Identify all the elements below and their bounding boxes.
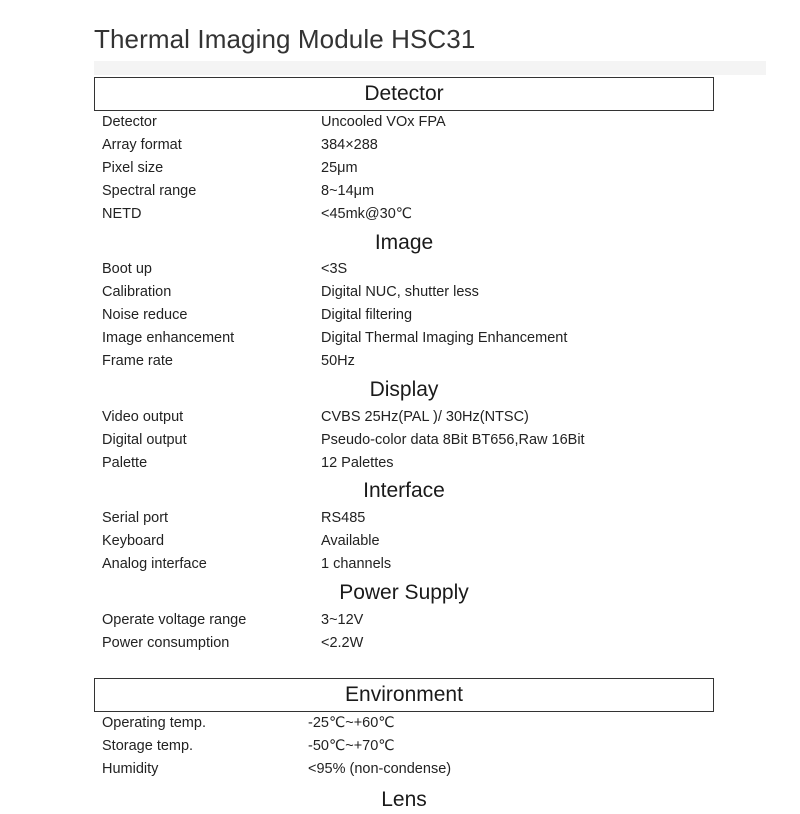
spec-value: 384×288 — [321, 137, 378, 153]
spec-label: Operate voltage range — [102, 612, 247, 628]
spec-value: Digital Thermal Imaging Enhancement — [321, 330, 568, 346]
section-heading-lens: Lens — [381, 788, 427, 811]
spec-value: 3~12V — [321, 612, 364, 628]
spec-row — [102, 553, 722, 576]
spec-row — [102, 712, 722, 735]
spec-label: Calibration — [102, 284, 172, 300]
spec-label: Palette — [102, 455, 148, 471]
spec-value: <95% (non-condense) — [308, 761, 452, 777]
spec-row — [102, 735, 722, 758]
spec-value: Pseudo-color data 8Bit BT656,Raw 16Bit — [321, 432, 585, 448]
spec-row — [102, 327, 722, 350]
page-title: Thermal Imaging Module HSC31 — [94, 24, 476, 54]
spec-value: <45mk@30℃ — [321, 206, 413, 222]
spec-row — [102, 530, 722, 553]
spec-value: RS485 — [321, 510, 366, 526]
spec-value: 1 channels — [321, 556, 392, 572]
spec-row — [102, 157, 722, 180]
spec-row — [102, 350, 722, 373]
spec-label: Spectral range — [102, 183, 197, 199]
spec-label: Storage temp. — [102, 738, 194, 754]
spec-row — [102, 406, 722, 429]
spec-value: CVBS 25Hz(PAL )/ 30Hz(NTSC) — [321, 409, 529, 425]
spec-value: -50℃~+70℃ — [308, 738, 395, 754]
header-divider-band — [94, 61, 766, 75]
spec-label: Array format — [102, 137, 182, 153]
section-heading-image: Image — [374, 231, 434, 254]
section-heading-detector: Detector — [94, 77, 714, 111]
spec-row — [102, 203, 722, 226]
spec-value: 8~14μm — [321, 183, 375, 199]
section-heading-interface: Interface — [363, 479, 445, 502]
spec-value: 12 Palettes — [321, 455, 394, 471]
spec-row — [102, 281, 722, 304]
spec-row — [102, 758, 722, 781]
spec-row — [102, 609, 722, 632]
spec-value: <2.2W — [321, 635, 364, 651]
spec-label: Pixel size — [102, 160, 164, 176]
spec-label: Humidity — [102, 761, 159, 777]
section-heading-power-supply: Power Supply — [339, 581, 469, 604]
spec-label: Image enhancement — [102, 330, 235, 346]
spec-label: Boot up — [102, 261, 152, 277]
spec-value: Available — [321, 533, 380, 549]
spec-row — [102, 507, 722, 530]
section-heading-display: Display — [369, 378, 439, 401]
spec-value: 50Hz — [321, 353, 355, 369]
spec-row — [102, 304, 722, 327]
spec-label: Power consumption — [102, 635, 230, 651]
spec-row — [102, 134, 722, 157]
spec-label: Video output — [102, 409, 184, 425]
spec-label: Noise reduce — [102, 307, 188, 323]
spec-value: -25℃~+60℃ — [308, 715, 395, 731]
spec-value: Digital NUC, shutter less — [321, 284, 479, 300]
spec-label: Serial port — [102, 510, 169, 526]
spec-value: Digital filtering — [321, 307, 413, 323]
spec-label: NETD — [102, 206, 142, 222]
spec-row — [102, 180, 722, 203]
spec-label: Operating temp. — [102, 715, 206, 731]
spec-value: <3S — [321, 261, 348, 277]
spec-value: 25μm — [321, 160, 358, 176]
spec-row — [102, 632, 722, 655]
spec-row — [102, 258, 722, 281]
spec-label: Keyboard — [102, 533, 165, 549]
spec-row — [102, 429, 722, 452]
spec-label: Analog interface — [102, 556, 207, 572]
section-heading-environment: Environment — [94, 678, 714, 712]
spec-value: Uncooled VOx FPA — [321, 114, 446, 130]
spec-row — [102, 452, 722, 475]
spec-label: Frame rate — [102, 353, 173, 369]
spec-label: Digital output — [102, 432, 187, 448]
spec-label: Detector — [102, 114, 157, 130]
spec-row — [102, 111, 722, 134]
